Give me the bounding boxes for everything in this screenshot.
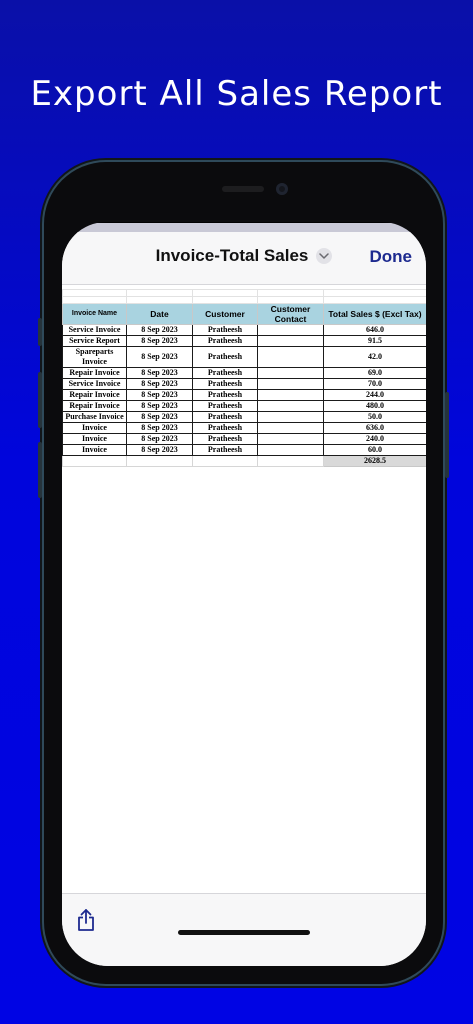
invoice-name-cell: Repair Invoice <box>63 368 127 379</box>
date-cell: 8 Sep 2023 <box>127 434 193 445</box>
total-cell: 240.0 <box>324 434 427 445</box>
contact-cell <box>258 434 324 445</box>
home-indicator <box>178 930 310 935</box>
column-header: Date <box>127 304 193 325</box>
invoice-name-cell: Service Invoice <box>63 325 127 336</box>
contact-cell <box>258 336 324 347</box>
date-cell: 8 Sep 2023 <box>127 336 193 347</box>
total-cell: 69.0 <box>324 368 427 379</box>
table-cell <box>258 290 324 297</box>
invoice-name-cell: Purchase Invoice <box>63 412 127 423</box>
date-cell: 8 Sep 2023 <box>127 379 193 390</box>
table-row <box>63 423 427 434</box>
table-cell <box>127 456 193 467</box>
table-cell <box>63 290 127 297</box>
customer-cell: Pratheesh <box>193 390 258 401</box>
customer-cell: Pratheesh <box>193 336 258 347</box>
date-cell: 8 Sep 2023 <box>127 368 193 379</box>
customer-cell: Pratheesh <box>193 423 258 434</box>
chevron-down-icon[interactable] <box>316 248 332 264</box>
column-header: Customer Contact <box>258 304 324 325</box>
table-row <box>63 379 427 390</box>
camera-icon <box>276 183 288 195</box>
table-cell <box>193 290 258 297</box>
table-cell <box>127 297 193 304</box>
table-row <box>63 401 427 412</box>
invoice-name-cell: Repair Invoice <box>63 401 127 412</box>
invoice-name-cell: Invoice <box>63 423 127 434</box>
spacer-row <box>63 297 427 304</box>
screen <box>62 222 426 966</box>
table-cell <box>63 297 127 304</box>
table-row <box>63 390 427 401</box>
contact-cell <box>258 445 324 456</box>
date-cell: 8 Sep 2023 <box>127 401 193 412</box>
table-row <box>63 434 427 445</box>
document-preview[interactable] <box>62 285 426 893</box>
total-cell: 42.0 <box>324 347 427 368</box>
customer-cell: Pratheesh <box>193 401 258 412</box>
phone-side-button <box>38 318 42 346</box>
table-row <box>63 347 427 368</box>
total-cell: 50.0 <box>324 412 427 423</box>
total-cell: 636.0 <box>324 423 427 434</box>
table-cell <box>127 290 193 297</box>
table-cell <box>324 290 427 297</box>
contact-cell <box>258 401 324 412</box>
contact-cell <box>258 379 324 390</box>
customer-cell: Pratheesh <box>193 368 258 379</box>
phone-frame <box>44 162 443 984</box>
contact-cell <box>258 390 324 401</box>
sales-table <box>62 289 426 467</box>
spacer-row <box>63 290 427 297</box>
table-row <box>63 412 427 423</box>
date-cell: 8 Sep 2023 <box>127 347 193 368</box>
nav-bar <box>62 232 426 285</box>
column-header: Invoice Name <box>63 304 127 325</box>
total-cell: 480.0 <box>324 401 427 412</box>
total-cell: 60.0 <box>324 445 427 456</box>
column-header: Total Sales $ (Excl Tax) <box>324 304 427 325</box>
speaker-grille <box>222 186 264 192</box>
contact-cell <box>258 368 324 379</box>
table-row <box>63 445 427 456</box>
invoice-name-cell: Spareparts Invoice <box>63 347 127 368</box>
invoice-name-cell: Repair Invoice <box>63 390 127 401</box>
contact-cell <box>258 325 324 336</box>
column-header: Customer <box>193 304 258 325</box>
date-cell: 8 Sep 2023 <box>127 412 193 423</box>
table-header-row <box>63 304 427 325</box>
invoice-name-cell: Service Report <box>63 336 127 347</box>
table-row <box>63 336 427 347</box>
nav-title: Invoice-Total Sales <box>155 246 309 265</box>
total-cell: 91.5 <box>324 336 427 347</box>
customer-cell: Pratheesh <box>193 347 258 368</box>
customer-cell: Pratheesh <box>193 412 258 423</box>
phone-side-button <box>38 442 42 498</box>
invoice-name-cell: Service Invoice <box>63 379 127 390</box>
headline: Export All Sales Report <box>30 74 443 114</box>
customer-cell: Pratheesh <box>193 445 258 456</box>
done-button[interactable]: Done <box>369 247 412 266</box>
contact-cell <box>258 347 324 368</box>
grand-total-row <box>63 456 427 467</box>
date-cell: 8 Sep 2023 <box>127 390 193 401</box>
customer-cell: Pratheesh <box>193 379 258 390</box>
table-cell <box>258 297 324 304</box>
contact-cell <box>258 423 324 434</box>
table-cell <box>193 456 258 467</box>
contact-cell <box>258 412 324 423</box>
invoice-name-cell: Invoice <box>63 445 127 456</box>
table-row <box>63 325 427 336</box>
total-cell: 244.0 <box>324 390 427 401</box>
total-cell: 70.0 <box>324 379 427 390</box>
phone-side-button <box>445 392 449 478</box>
table-cell <box>258 456 324 467</box>
phone-side-button <box>38 372 42 428</box>
grand-total-cell: 2628.5 <box>324 456 427 467</box>
share-icon[interactable] <box>76 908 96 937</box>
table-cell <box>193 297 258 304</box>
date-cell: 8 Sep 2023 <box>127 423 193 434</box>
table-cell <box>324 297 427 304</box>
date-cell: 8 Sep 2023 <box>127 325 193 336</box>
invoice-name-cell: Invoice <box>63 434 127 445</box>
preview-sheet <box>62 232 426 966</box>
date-cell: 8 Sep 2023 <box>127 445 193 456</box>
customer-cell: Pratheesh <box>193 434 258 445</box>
customer-cell: Pratheesh <box>193 325 258 336</box>
table-cell <box>63 456 127 467</box>
total-cell: 646.0 <box>324 325 427 336</box>
table-row <box>63 368 427 379</box>
